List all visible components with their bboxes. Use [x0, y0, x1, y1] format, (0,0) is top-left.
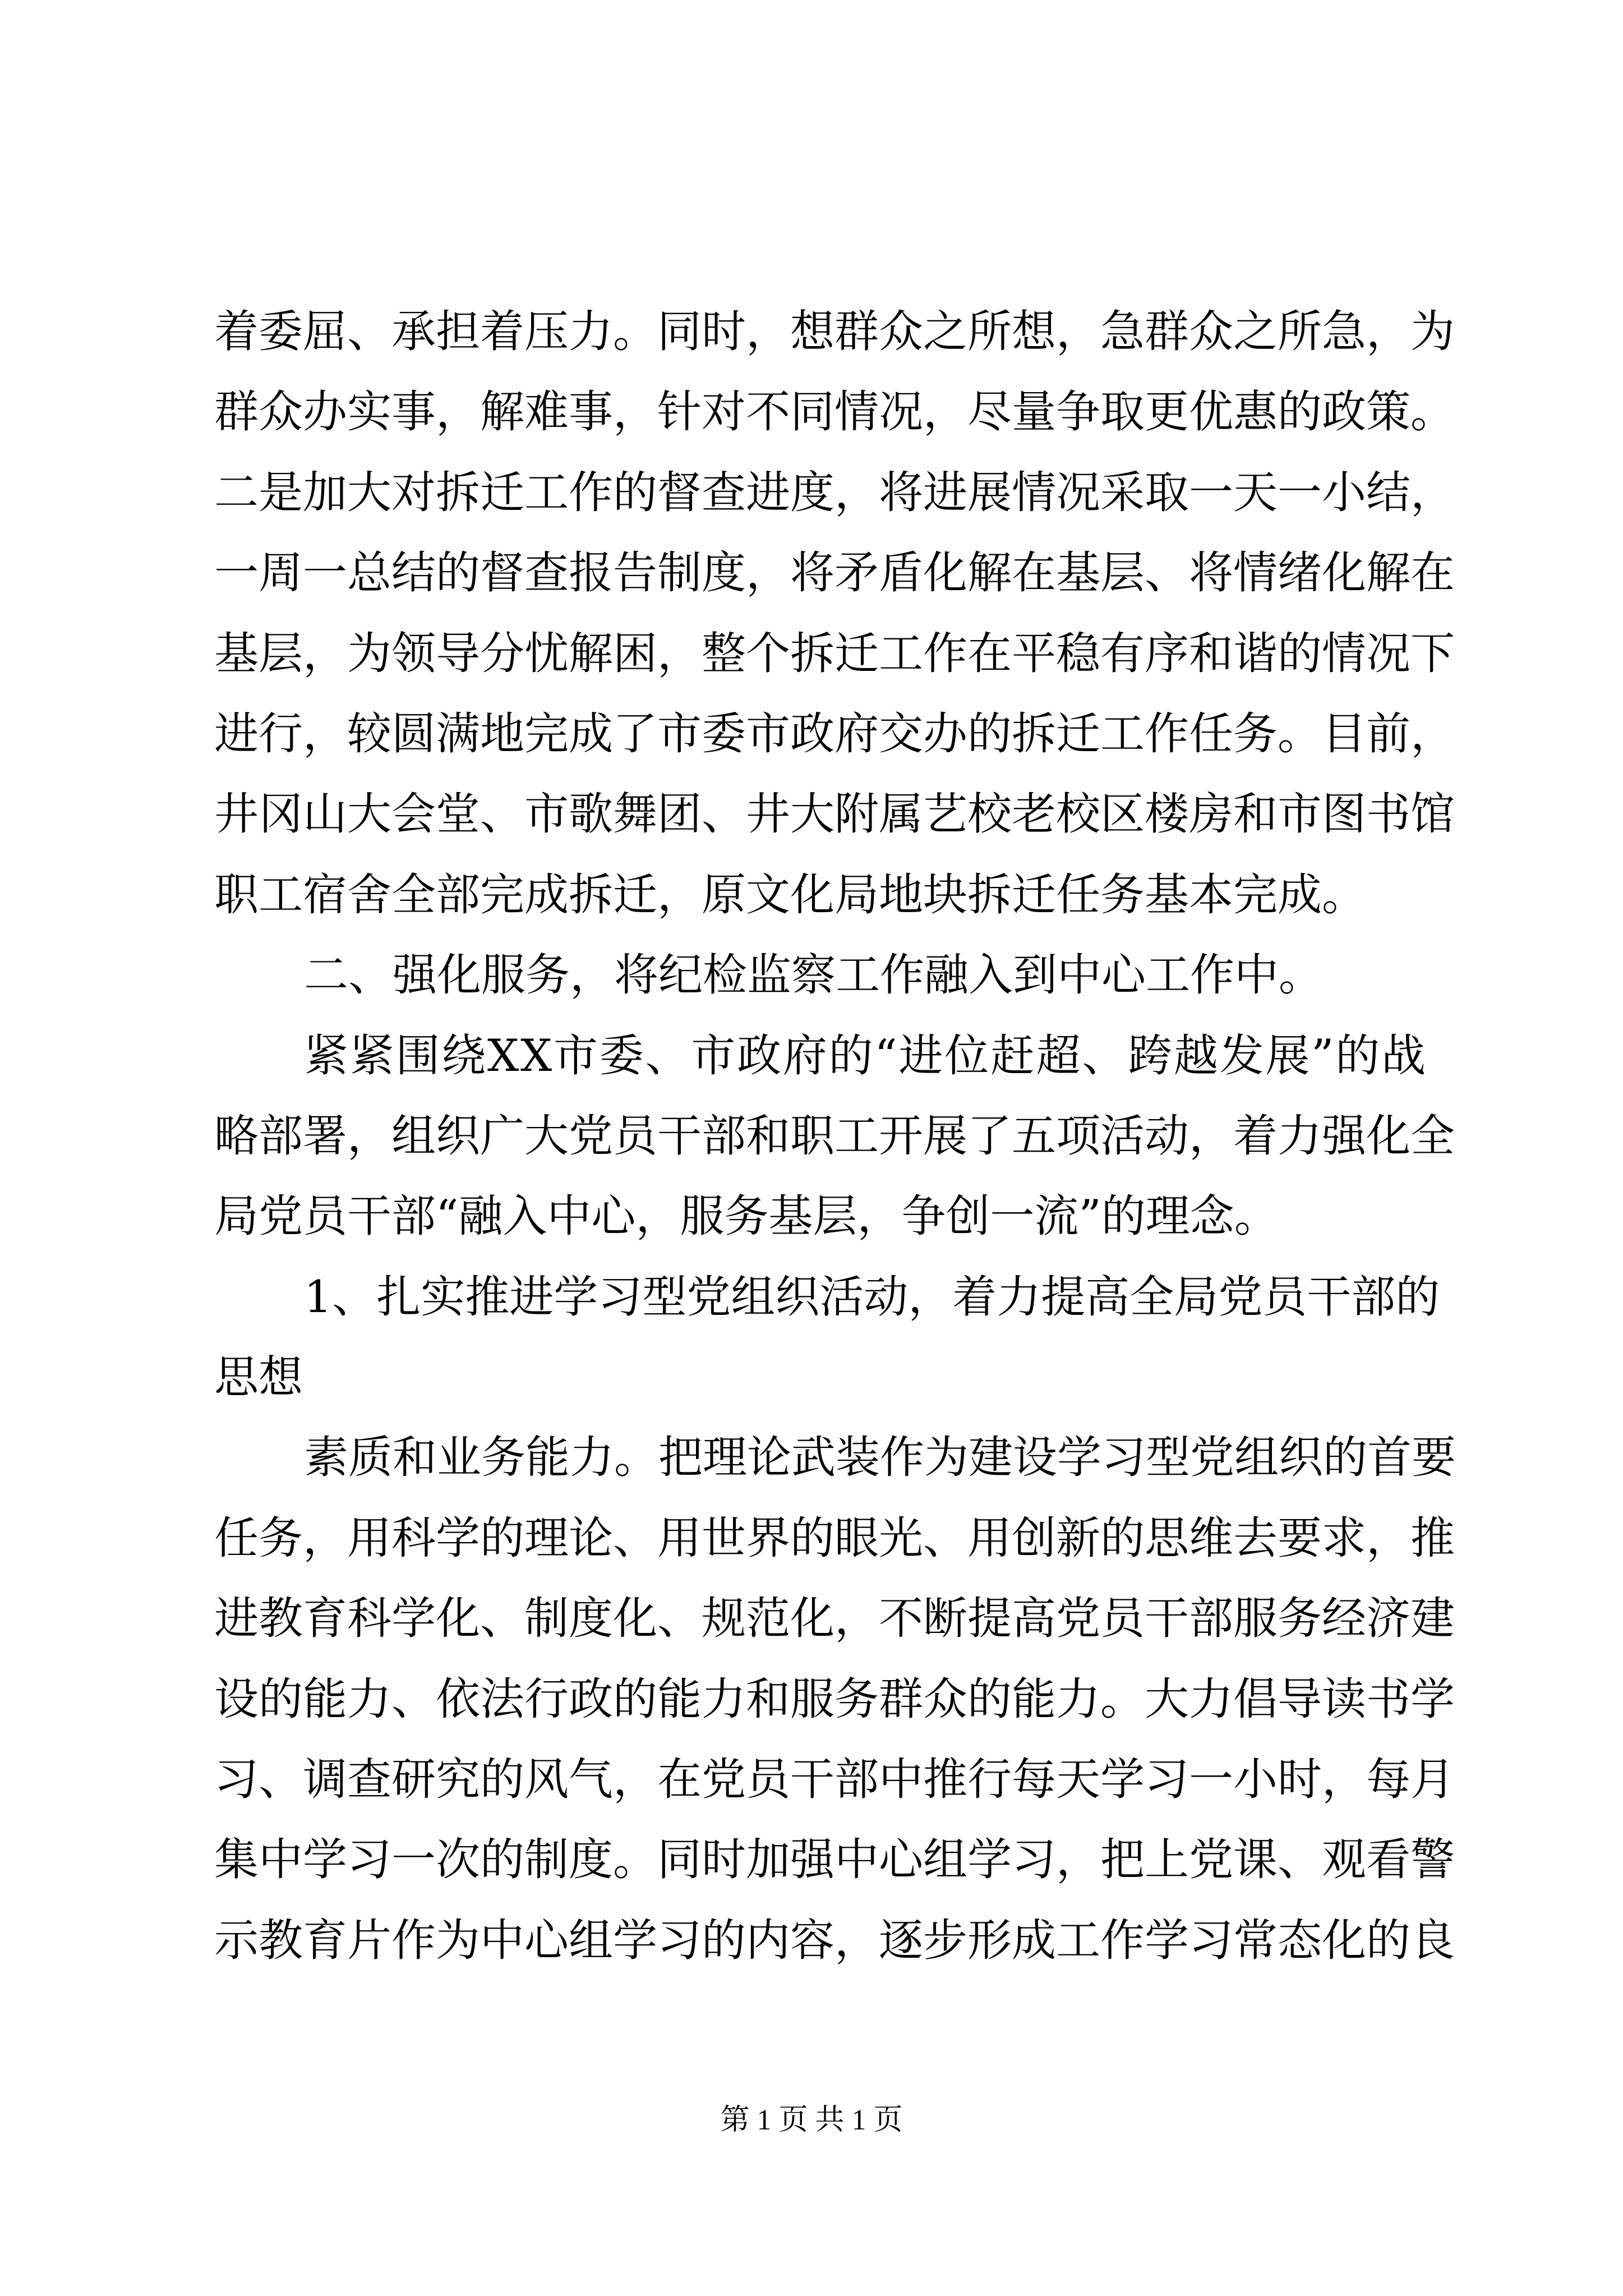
- text-line: 示教育片作为中心组学习的内容，逐步形成工作学习常态化的良: [214, 1914, 1455, 1966]
- text-line: 集中学习一次的制度。同时加强中心组学习，把上党课、观看警: [214, 1834, 1455, 1886]
- text-line: 进行，较圆满地完成了市委市政府交办的拆迁工作任务。目前，: [214, 707, 1455, 760]
- text-line: 群众办实事，解难事，针对不同情况，尽量争取更优惠的政策。: [214, 386, 1455, 438]
- text-line: 进教育科学化、制度化、规范化，不断提高党员干部服务经济建: [214, 1593, 1455, 1645]
- text-line: 任务，用科学的理论、用世界的眼光、用创新的思维去要求，推: [214, 1512, 1455, 1564]
- text-line: 思想: [214, 1351, 303, 1404]
- text-line: 职工宿舍全部完成拆迁，原文化局地块拆迁任务基本完成。: [214, 868, 1366, 921]
- text-line: 紧紧围绕XX市委、市政府的“进位赶超、跨越发展”的战: [304, 1029, 1427, 1082]
- page-footer: 第 1 页 共 1 页: [720, 2104, 903, 2136]
- text-line: 井冈山大会堂、市歌舞团、井大附属艺校老校区楼房和市图书馆: [214, 788, 1455, 840]
- text-line: 1、扎实推进学习型党组织活动，着力提高全局党员干部的: [304, 1271, 1440, 1323]
- document-body: [214, 292, 1456, 1981]
- text-line: 素质和业务能力。把理论武装作为建设学习型党组织的首要: [304, 1432, 1456, 1484]
- text-line: 二、强化服务，将纪检监察工作融入到中心工作中。: [304, 949, 1323, 1001]
- text-line: 习、调查研究的风气，在党员干部中推行每天学习一小时，每月: [214, 1754, 1455, 1806]
- text-line: 略部署，组织广大党员干部和职工开展了五项活动，着力强化全: [214, 1110, 1455, 1162]
- text-line: 基层，为领导分忧解困，整个拆迁工作在平稳有序和谐的情况下: [214, 627, 1455, 679]
- text-line: 一周一总结的督查报告制度，将矛盾化解在基层、将情绪化解在: [214, 547, 1455, 599]
- text-line: 二是加大对拆迁工作的督查进度，将进展情况采取一天一小结，: [214, 466, 1455, 518]
- text-line: 设的能力、依法行政的能力和服务群众的能力。大力倡导读书学: [214, 1673, 1455, 1725]
- text-line: 局党员干部“融入中心，服务基层，争创一流”的理念。: [214, 1190, 1279, 1243]
- text-line: 着委屈、承担着压力。同时，想群众之所想，急群众之所急，为: [214, 306, 1455, 357]
